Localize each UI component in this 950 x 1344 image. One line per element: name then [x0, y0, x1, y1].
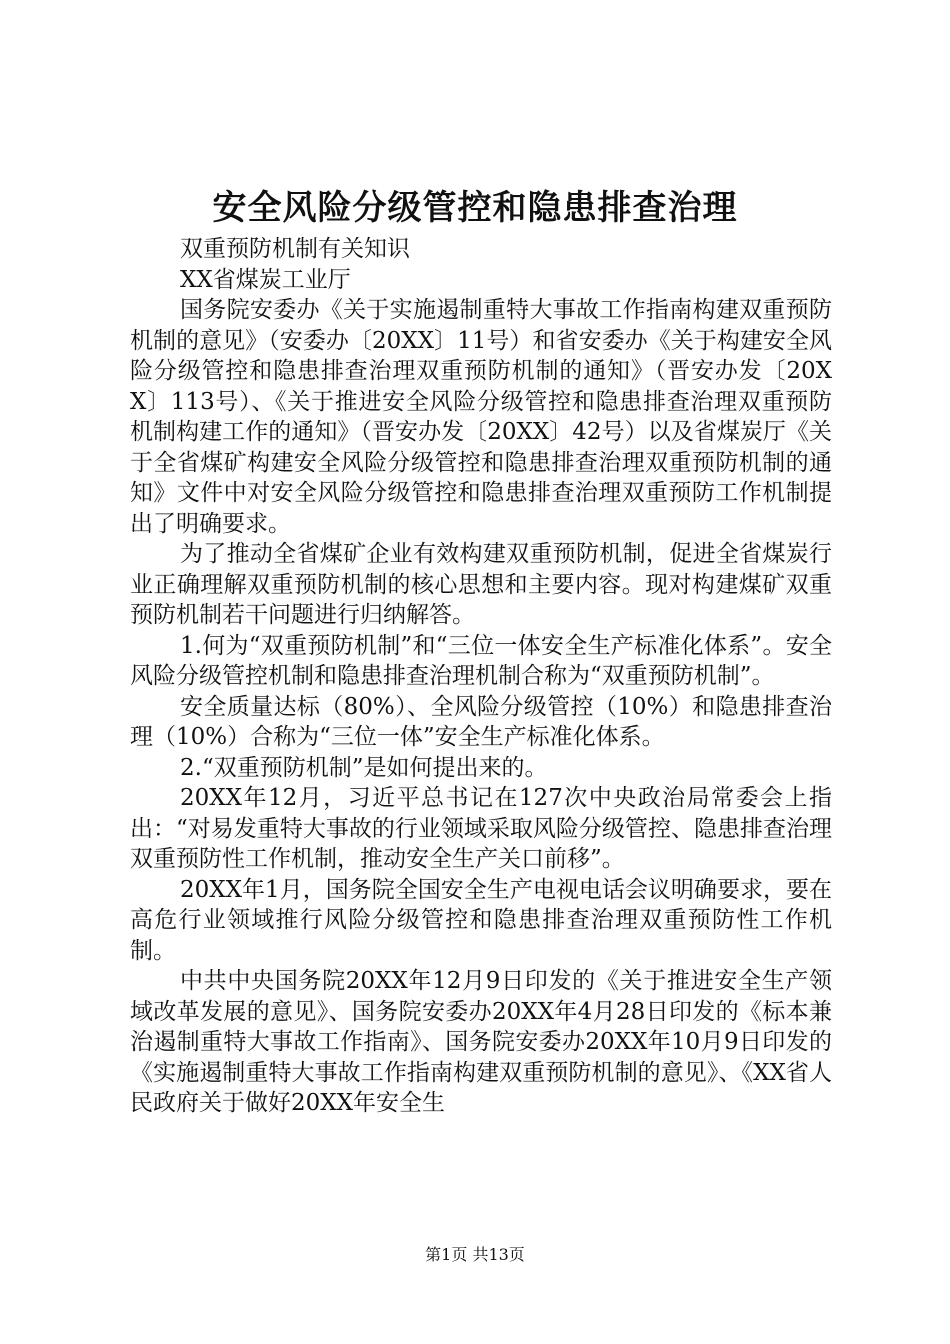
body-paragraph: 国务院安委办《关于实施遏制重特大事故工作指南构建双重预防机制的意见》（安委办〔20XX〕11号）和省安委办《关于构建安全风险分级管控和隐患排查治理双重预防机制的通知》（晋安办发〔20XX〕113号）、《关于推进安全风险分级管控和隐患排查治理双重预防机制构建工作的通知》（晋安办发〔20XX〕42号）以及省煤炭厅《关于全省煤矿构建安全风险分级管控和隐患排查治理双重预防机制的通知》文件中对安全风险分级管控和隐患排查治理双重预防工作机制提出了明确要求。: [130, 297, 832, 537]
body-paragraph: 安全质量达标（80%）、全风险分级管控（10%）和隐患排查治理（10%）合称为“三位一体”安全生产标准化体系。: [130, 693, 832, 750]
subtitle-paragraph: 双重预防机制有关知识: [180, 236, 410, 262]
body-paragraph: 中共中央国务院20XX年12月9日印发的《关于推进安全生产领域改革发展的意见》、国务院安委办20XX年4月28日印发的《标本兼治遏制重特大事故工作指南》、国务院安委办20XX年10月9日印发的《实施遏制重特大事故工作指南构建双重预防机制的意见》、《XX省人民政府关于做好20XX年安全生: [130, 968, 832, 1116]
document-body: [130, 234, 832, 1119]
issuer-paragraph: XX省煤炭工业厅: [180, 266, 351, 293]
body-paragraph: 为了推动全省煤矿企业有效构建双重预防机制，促进全省煤炭行业正确理解双重预防机制的核心思想和主要内容。现对构建煤矿双重预防机制若干问题进行归纳解答。: [130, 541, 832, 628]
body-paragraph: 20XX年12月，习近平总书记在127次中央政治局常委会上指出：“对易发重特大事故的行业领域采取风险分级管控、隐患排查治理双重预防性工作机制，推动安全生产关口前移”。: [130, 785, 832, 872]
page-footer: 第1页 共13页: [425, 1245, 525, 1264]
body-paragraph: 1.何为“双重预防机制”和“三位一体安全生产标准化体系”。安全风险分级管控机制和隐患排查治理机制合称为“双重预防机制”。: [130, 632, 832, 689]
document-title: 安全风险分级管控和隐患排查治理: [212, 188, 738, 228]
body-paragraph: 20XX年1月，国务院全国安全生产电视电话会议明确要求，要在高危行业领域推行风险分级管控和隐患排查治理双重预防性工作机制。: [130, 876, 832, 964]
body-paragraph: 2.“双重预防机制”是如何提出来的。: [180, 754, 548, 781]
